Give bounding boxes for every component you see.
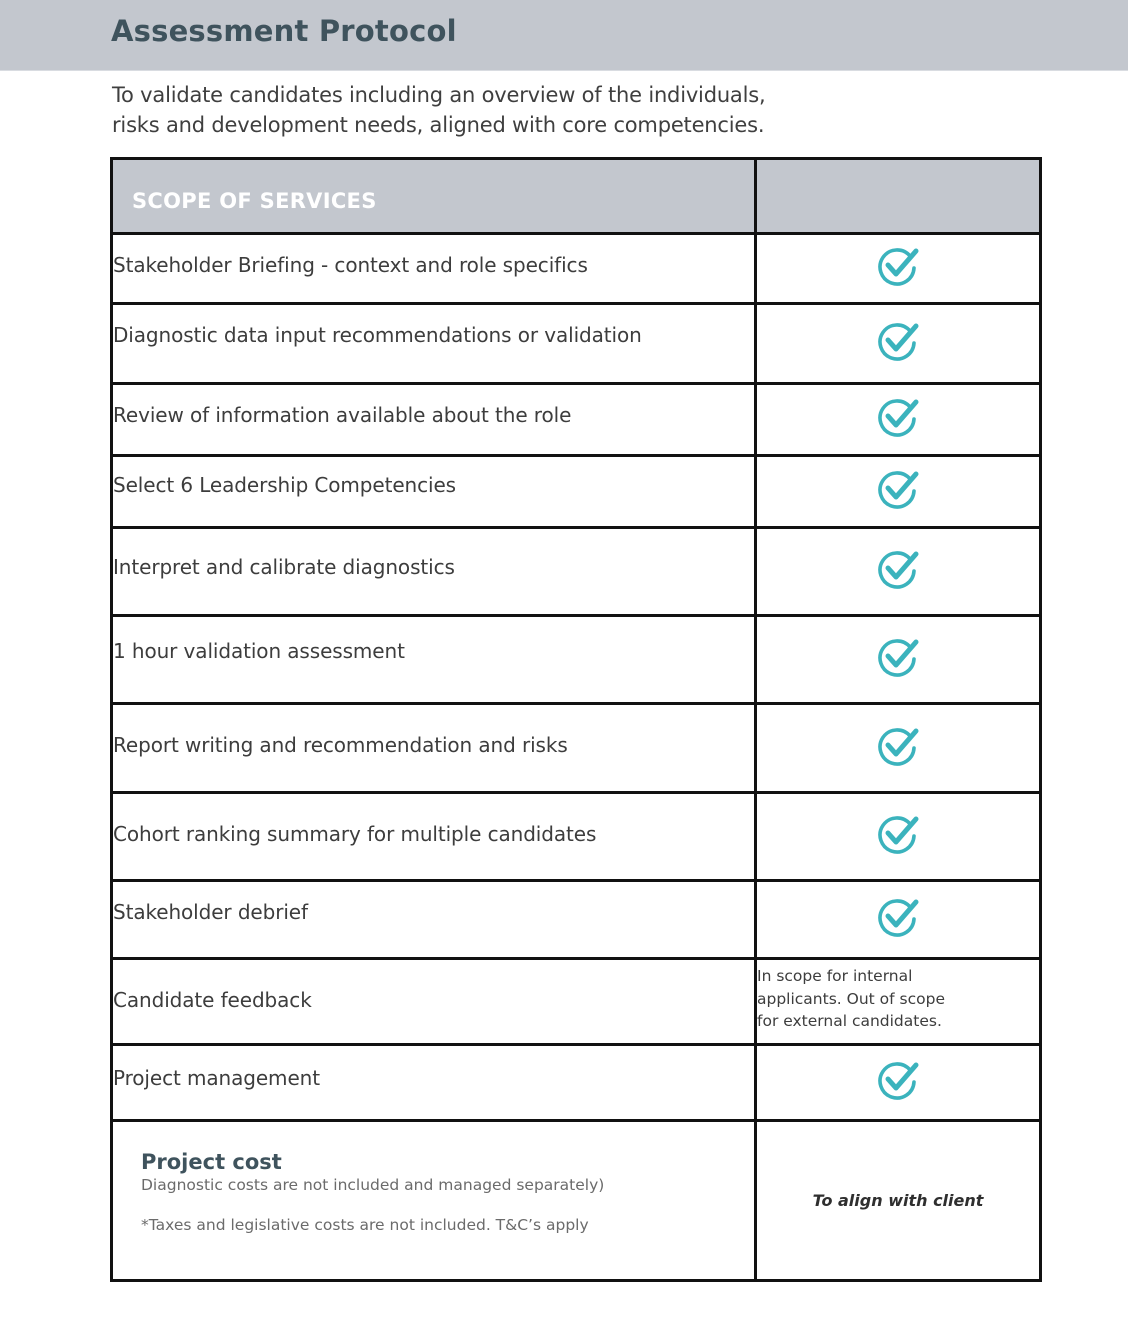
check-circle-icon	[875, 466, 921, 512]
intro-text	[112, 80, 872, 140]
included-cell	[756, 881, 1041, 959]
check-circle-icon	[875, 546, 921, 592]
page-title: Assessment Protocol	[111, 14, 457, 48]
service-label: Diagnostic data input recommendations or validation	[113, 323, 642, 347]
service-label: Cohort ranking summary for multiple candidates	[113, 822, 597, 846]
cost-title: Project cost	[141, 1150, 282, 1174]
included-cell	[756, 616, 1041, 704]
table-row	[112, 384, 1041, 456]
service-label-cell	[112, 793, 756, 881]
table-row	[112, 456, 1041, 528]
service-label-cell	[112, 881, 756, 959]
scope-note-line: for external candidates.	[757, 1012, 942, 1030]
cost-value-cell	[756, 1121, 1041, 1281]
service-label-cell	[112, 704, 756, 793]
cost-row	[112, 1121, 1041, 1281]
service-label: Candidate feedback	[113, 988, 312, 1012]
service-label: 1 hour validation assessment	[113, 639, 405, 663]
cost-value: To align with client	[812, 1190, 984, 1210]
service-label: Project management	[113, 1066, 320, 1090]
table-row	[112, 616, 1041, 704]
table-row	[112, 1045, 1041, 1121]
included-cell	[756, 234, 1041, 304]
service-label: Stakeholder debrief	[113, 900, 308, 924]
service-label: Interpret and calibrate diagnostics	[113, 555, 455, 579]
scope-note-line: In scope for internal	[757, 967, 913, 985]
service-label-cell	[112, 384, 756, 456]
included-cell	[756, 1045, 1041, 1121]
service-label-cell	[112, 528, 756, 616]
table-row	[112, 234, 1041, 304]
table-header-row	[112, 159, 1041, 234]
service-label-cell	[112, 304, 756, 384]
included-cell	[756, 704, 1041, 793]
check-circle-icon	[875, 318, 921, 364]
included-cell	[756, 304, 1041, 384]
cost-note-diagnostic: Diagnostic costs are not included and managed separately)	[141, 1176, 605, 1194]
check-circle-icon	[875, 394, 921, 440]
service-label: Stakeholder Briefing - context and role specifics	[113, 253, 588, 277]
table-row	[112, 304, 1041, 384]
scope-header-cell	[112, 159, 756, 234]
included-cell	[756, 456, 1041, 528]
scope-note	[757, 960, 1039, 1033]
table-row	[112, 704, 1041, 793]
check-circle-icon	[875, 811, 921, 857]
scope-note-line: applicants. Out of scope	[757, 989, 945, 1008]
service-label: Report writing and recommendation and risks	[113, 733, 568, 757]
scope-of-services-table	[110, 157, 1042, 1282]
check-circle-icon	[875, 894, 921, 940]
check-circle-icon	[875, 1057, 921, 1103]
included-header-cell	[756, 159, 1041, 234]
service-label-cell	[112, 456, 756, 528]
service-label-cell	[112, 234, 756, 304]
service-label: Review of information available about the role	[113, 403, 572, 427]
service-label: Select 6 Leadership Competencies	[113, 473, 457, 497]
intro-line: risks and development needs, aligned with core competencies.	[112, 113, 765, 137]
table-row	[112, 959, 1041, 1045]
included-cell	[756, 528, 1041, 616]
scope-note-cell	[756, 959, 1041, 1045]
table-row	[112, 793, 1041, 881]
table-row	[112, 881, 1041, 959]
scope-header-label: SCOPE OF SERVICES	[132, 189, 377, 213]
intro-line: To validate candidates including an overview of the individuals,	[112, 83, 766, 107]
included-cell	[756, 384, 1041, 456]
check-circle-icon	[875, 243, 921, 289]
check-circle-icon	[875, 723, 921, 769]
included-cell	[756, 793, 1041, 881]
cost-details-cell	[112, 1121, 756, 1281]
table-row	[112, 528, 1041, 616]
service-label-cell	[112, 616, 756, 704]
service-label-cell	[112, 959, 756, 1045]
service-label-cell	[112, 1045, 756, 1121]
title-bar	[0, 0, 1128, 71]
check-circle-icon	[875, 634, 921, 680]
cost-note-taxes: *Taxes and legislative costs are not included. T&C’s apply	[141, 1216, 589, 1234]
